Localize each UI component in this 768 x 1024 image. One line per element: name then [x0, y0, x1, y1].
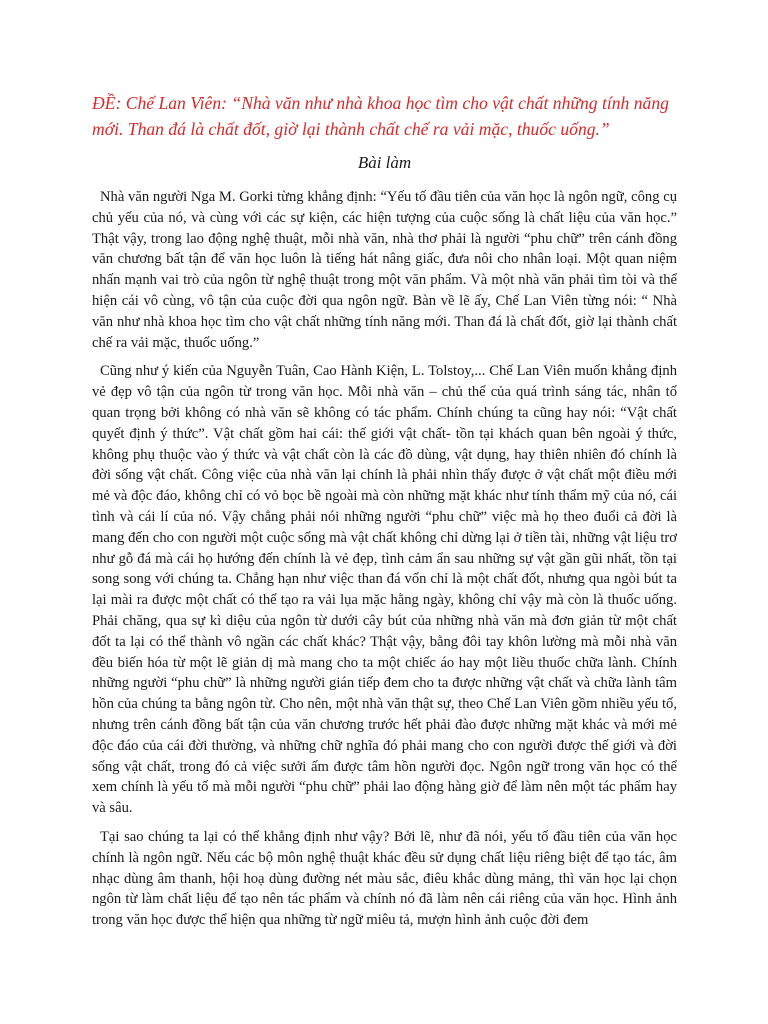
document-content [92, 90, 677, 939]
body-paragraph-3: Tại sao chúng ta lại có thể khẳng định như vậy? Bởi lẽ, như đã nói, yếu tố đầu tiên của văn học chính là ngôn ngữ. Nếu các bộ môn nghệ thuật khác đều sử dụng chất liệu riêng biệt để tạo tác, âm nhạc dùng âm thanh, hội hoạ dùng đường nét màu sắc, điêu khắc dùng mảng, thì văn học lại chọn ngôn từ làm chất liệu để tạo nên tác phẩm và chính nó đã làm nên cái riêng của văn học. Hình ảnh trong văn học được thể hiện qua những từ ngữ miêu tả, mượn hình ảnh cuộc đời đem [92, 828, 677, 929]
essay-heading: Bài làm [357, 153, 412, 172]
body-paragraph-2: Cũng như ý kiến của Nguyễn Tuân, Cao Hành Kiện, L. Tolstoy,... Chế Lan Viên muốn khẳng định vẻ đẹp vô tận của ngôn từ trong văn học. Mỗi nhà văn – chủ thể của quá trình sáng tác, nhân tố quan trọng bởi không có nhà văn sẽ không có tác phẩm. Chính chúng ta cũng hay nói: “Vật chất quyết định ý thức”. Vật chất gồm hai cái: thế giới vật chất- tồn tại khách quan bên ngoài ý thức, không phụ thuộc vào ý thức và vật chất còn là các đồ dùng, vật dụng, hay thiên nhiên đó chính là đời sống vật chất. Công việc của nhà văn lại chính là phải nhìn thấy được ở vật chất một điều mới mẻ và độc đáo, không chỉ có vỏ bọc bề ngoài mà còn những mặt khác như tính thẩm mỹ của nó, cái tình và cái lí của nó. Vậy chẳng phải nói những người “phu chữ” việc mà họ theo đuổi cả đời là mang đến cho con người một cuộc sống mà vật chất không chỉ dừng lại ở tiền tài, những vật liệu trơ như gỗ đá mà cái họ hướng đến chính là vẻ đẹp, tình cảm ẩn sau những sự vật gần gũi nhất, tồn tại song song với chúng ta. Chẳng hạn như việc than đá vốn chỉ là một chất đốt, nhưng qua ngòi bút ta lại mài ra được một chất có thể tạo ra vải lụa mặc hằng ngày, không chỉ vậy mà còn là thuốc uống. Phải chăng, qua sự kì diệu của ngôn từ dưới cây bút của những nhà văn mà đơn giản từ một chất đốt ta lại có thể thành vô ngần các chất khác? Thật vậy, bằng đôi tay khôn lường mà mỗi nhà văn đều biến hóa từ một lẽ giản dị mà mang cho ta một chiếc áo hay một liều thuốc chữa lành. Chính những người “phu chữ” là những người gián tiếp đem cho ta được những vật chất và chữa lành tâm hồn của chúng ta bằng ngôn từ. Cho nên, một nhà văn thật sự, theo Chế Lan Viên gồm nhiều yếu tố, nhưng trên cánh đồng bất tận của văn chương trước hết phải đào được những mặt khác và mới mẻ độc đáo của cái đời thường, và những chữ nghĩa đó phải mang cho con người được thế giới và đời sống vật chất, trong đó cả việc sưởi ấm được tâm hồn người đọc. Ngôn ngữ trong văn học có thể xem chính là yếu tố mà mỗi người “phu chữ” phải lao động hàng giờ để làm nên một tác phẩm hay và sâu. [92, 363, 677, 817]
body-paragraph-1: Nhà văn người Nga M. Gorki từng khẳng định: “Yếu tố đầu tiên của văn học là ngôn ngữ, công cụ chủ yếu của nó, và cùng với các sự kiện, các hiện tượng của cuộc sống là chất liệu của văn học.” Thật vậy, trong lao động nghệ thuật, mỗi nhà văn, nhà thơ phải là người “phu chữ” trên cánh đồng văn chương bất tận để văn học luôn là tiếng hát nâng giấc, đưa nôi cho nhân loại. Một quan niệm nhấn mạnh vai trò của ngôn từ nghệ thuật trong một văn phẩm. Và một nhà văn phải tìm tòi và thể hiện cái vô cùng, vô tận của cuộc đời qua ngôn ngữ. Bàn về lẽ ấy, Chế Lan Viên từng nói: “ Nhà văn như nhà khoa học tìm cho vật chất những tính năng mới. Than đá là chất đốt, giờ lại thành chất chế ra vải mặc, thuốc uống.” [92, 189, 677, 351]
essay-topic: ĐỀ: Chế Lan Viên: “Nhà văn như nhà khoa học tìm cho vật chất những tính năng mới. Than đá là chất đốt, giờ lại thành chất chế ra vải mặc, thuốc uống.” [92, 93, 669, 139]
